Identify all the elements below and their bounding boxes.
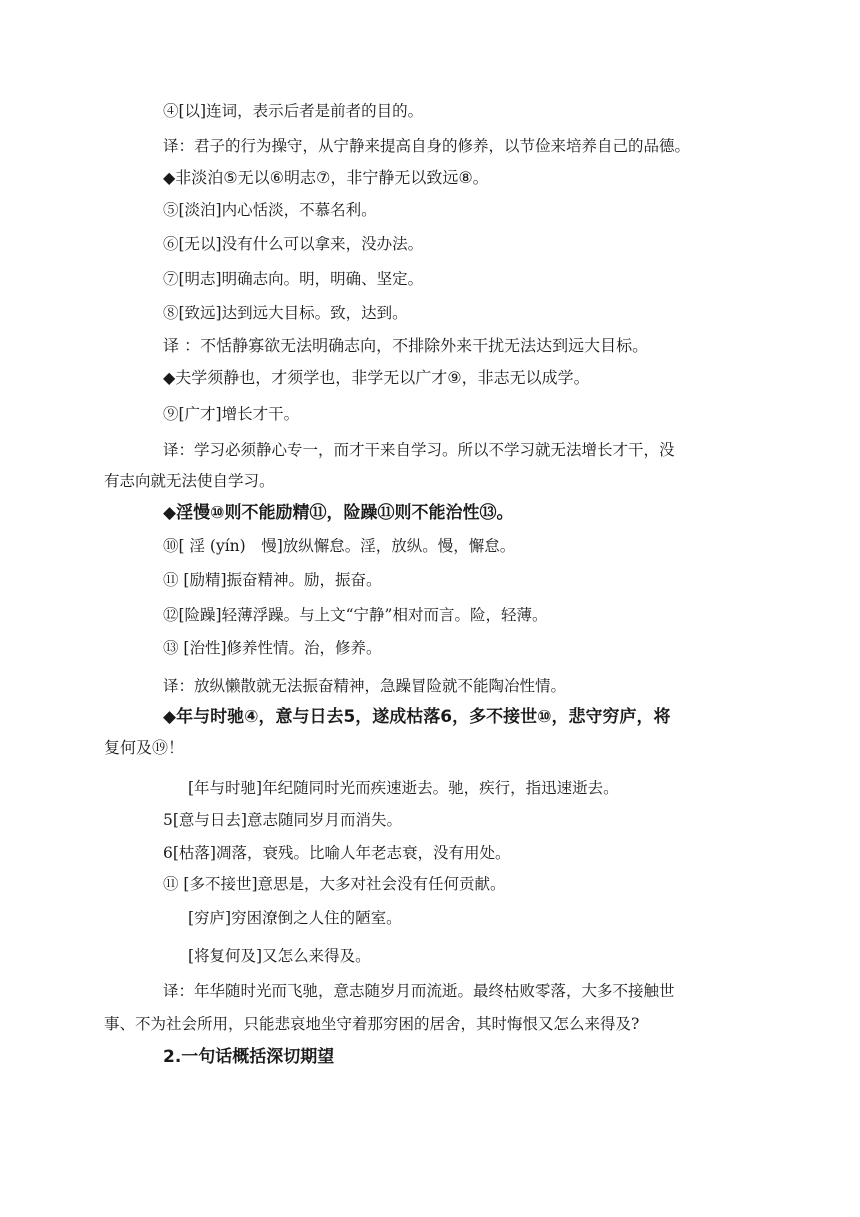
text-line: 译：放纵懒散就无法振奋精神，急躁冒险就不能陶冶性情。: [163, 677, 567, 695]
text-line: ⑪ [励精]振奋精神。励，振奋。: [163, 571, 382, 589]
text-line: 译：君子的行为操守，从宁静来提高自身的修养，以节俭来培养自己的品德。: [163, 137, 691, 155]
text-line: 复何及⑲！: [104, 738, 185, 757]
text-line: ◆非淡泊⑤无以⑥明志⑦，非宁静无以致远⑧。: [163, 168, 489, 187]
text-line: [将复何及]又怎么来得及。: [188, 947, 371, 965]
text-line: ④[以]连词，表示后者是前者的目的。: [163, 102, 424, 120]
text-line: 6[枯落]凋落，衰残。比喻人年老志衰，没有用处。: [163, 844, 511, 862]
text-line: 译 ：不恬静寡欲无法明确志向，不排除外来干扰无法达到远大目标。: [163, 336, 649, 355]
text-line: ⑨[广才]增长才干。: [163, 405, 300, 423]
text-line: ⑧[致远]达到远大目标。致，达到。: [163, 304, 408, 322]
text-line: 5[意与日去]意志随同岁月而消失。: [163, 811, 402, 829]
text-line: ⑪ [多不接世]意思是，大多对社会没有任何贡献。: [163, 875, 506, 893]
text-line: 有志向就无法使自学习。: [104, 472, 275, 490]
text-line: 2.一句话概括深切期望: [163, 1047, 335, 1067]
text-line: ⑤[淡泊]内心恬淡，不慕名利。: [163, 201, 377, 219]
text-line: ⑩[ 淫 (yín) 慢]放纵懈怠。淫，放纵。慢，懈怠。: [163, 537, 516, 555]
text-line: ◆淫慢⑩则不能励精⑪，险躁⑪则不能治性⑬。: [163, 503, 514, 523]
text-line: 译：年华随时光而飞驰，意志随岁月而流逝。最终枯败零落，大多不接触世: [163, 982, 675, 1000]
text-line: ⑦[明志]明确志向。明，明确、坚定。: [163, 270, 424, 288]
text-line: ⑫[险躁]轻薄浮躁。与上文“宁静”相对而言。险，轻薄。: [163, 606, 548, 624]
text-line: [穷庐]穷困潦倒之人住的陋室。: [188, 909, 402, 927]
text-line: 事、不为社会所用，只能悲哀地坐守着那穷困的居舍，其时悔恨又怎么来得及?: [104, 1015, 640, 1033]
text-line: 译：学习必须静心专一，而才干来自学习。所以不学习就无法增长才干，没: [163, 441, 675, 459]
text-line: ⑥[无以]没有什么可以拿来，没办法。: [163, 235, 424, 253]
text-line: ◆年与时驰④，意与日去5，遂成枯落6，多不接世⑩，悲守穷庐，将: [163, 707, 671, 727]
text-line: [年与时驰]年纪随同时光而疾速逝去。驰，疾行，指迅速逝去。: [188, 779, 619, 797]
text-line: ◆夫学须静也，才须学也，非学无以广才⑨，非志无以成学。: [163, 368, 590, 387]
text-line: ⑬ [治性]修养性情。治，修养。: [163, 639, 382, 657]
